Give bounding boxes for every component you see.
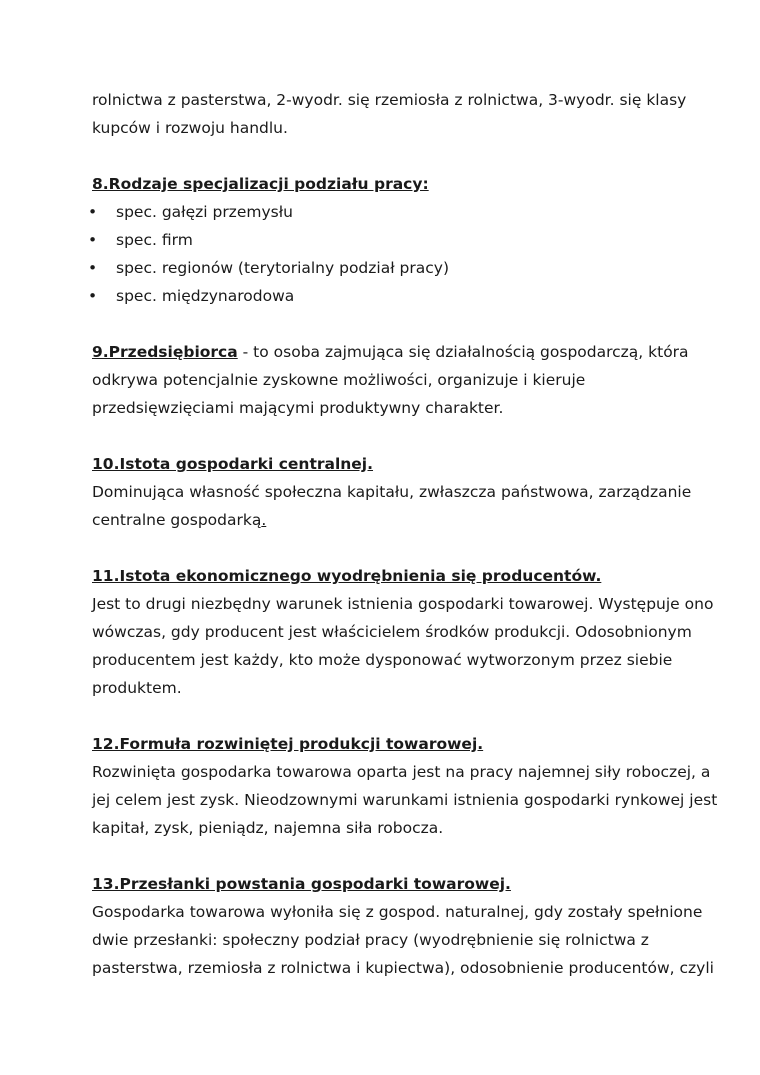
section-10-line-2 [92,506,720,534]
spacer [92,534,720,562]
bullet-icon: • [88,231,98,249]
intro-line-2: kupców i rozwoju handlu. [92,119,288,137]
section-11-line-2: wówczas, gdy producent jest właścicielem środków produkcji. Odosobnionym [92,623,692,641]
spacer [92,142,720,170]
section-9-heading: 9.Przedsiębiorca [92,343,238,361]
section-10-heading: 10.Istota gospodarki centralnej. [92,455,374,473]
list-item [88,282,720,310]
list-item-text: spec. firm [116,231,193,249]
section-10-line-1: Dominująca własność społeczna kapitału, zwłaszcza państwowa, zarządzanie [92,483,692,501]
section-12-line-3: kapitał, zysk, pieniądz, najemna siła robocza. [92,819,444,837]
list-item-text: spec. międzynarodowa [116,287,295,305]
list-item [88,254,720,282]
section-8-heading: 8.Rodzaje specjalizacji podziału pracy: [92,175,429,193]
section-12-line-1: Rozwinięta gospodarka towarowa oparta jest na pracy najemnej siły roboczej, a [92,763,711,781]
section-9-line-1 [92,338,720,366]
list-item-text: spec. gałęzi przemysłu [116,203,293,221]
spacer [92,422,720,450]
section-9-line-2: odkrywa potencjalnie zyskowne możliwości, organizuje i kieruje [92,371,586,389]
list-item [88,198,720,226]
spacer [92,702,720,730]
section-11-line-1: Jest to drugi niezbędny warunek istnienia gospodarki towarowej. Występuje ono [92,595,714,613]
section-11-line-4: produktem. [92,679,182,697]
section-8-list [88,198,720,310]
section-12-line-2: jej celem jest zysk. Nieodzownymi warunkami istnienia gospodarki rynkowej jest [92,791,718,809]
bullet-icon: • [88,203,98,221]
list-item [88,226,720,254]
section-11-line-3: producentem jest każdy, kto może dysponować wytworzonym przez siebie [92,651,673,669]
section-9-line-3: przedsięwzięciami mającymi produktywny charakter. [92,399,504,417]
spacer [92,310,720,338]
bullet-icon: • [88,287,98,305]
spacer [92,842,720,870]
section-13-line-3: pasterstwa, rzemiosła z rolnictwa i kupiectwa), odosobnienie producentów, czyli [92,959,714,977]
section-10-text: centralne gospodarką [92,511,262,529]
section-10-period: . [261,511,267,529]
bullet-icon: • [88,259,98,277]
section-13-line-1: Gospodarka towarowa wyłoniła się z gospod. naturalnej, gdy zostały spełnione [92,903,703,921]
section-13-line-2: dwie przesłanki: społeczny podział pracy (wyodrębnienie się rolnictwa z [92,931,649,949]
section-9-text: - to osoba zajmująca się działalnością gospodarczą, która [237,343,689,361]
list-item-text: spec. regionów (terytorialny podział pracy) [116,259,449,277]
section-13-heading: 13.Przesłanki powstania gospodarki towarowej. [92,875,511,893]
section-11-heading: 11.Istota ekonomicznego wyodrębnienia się producentów. [92,567,602,585]
section-12-heading: 12.Formuła rozwiniętej produkcji towarowej. [92,735,484,753]
intro-line-1: rolnictwa z pasterstwa, 2-wyodr. się rzemiosła z rolnictwa, 3-wyodr. się klasy [92,91,687,109]
